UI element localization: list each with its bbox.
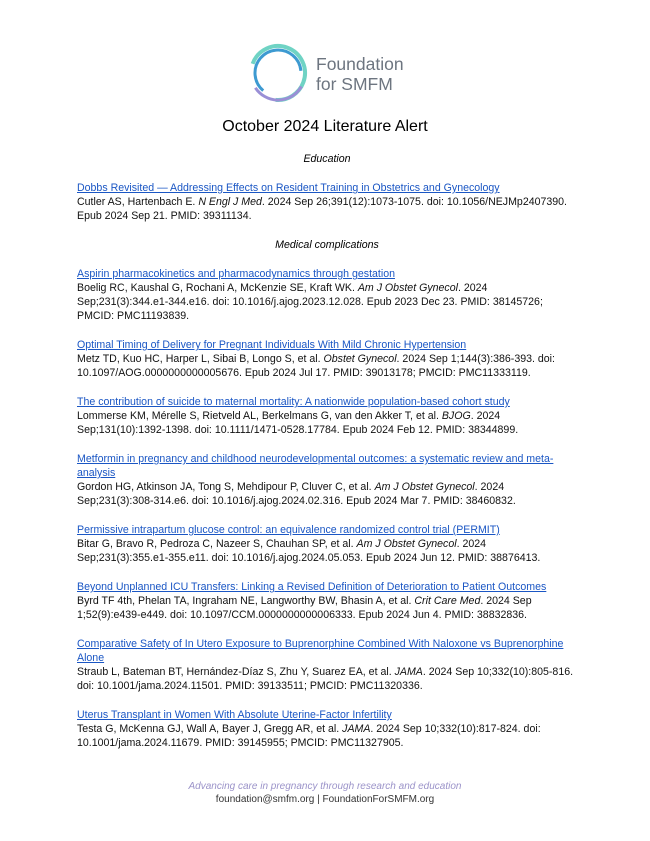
- article-title-link[interactable]: Dobbs Revisited — Addressing Effects on Resident Training in Obstetrics and Gynecology: [77, 182, 500, 194]
- article-entry: [77, 580, 577, 622]
- article-entry: [77, 181, 577, 223]
- article-entry: [77, 267, 577, 323]
- article-entry: [77, 395, 577, 437]
- logo-line-2: for SMFM: [316, 74, 393, 94]
- citation-authors: Metz TD, Kuo HC, Harper L, Sibai B, Longo S, et al.: [77, 353, 324, 365]
- article-title-link[interactable]: Comparative Safety of In Utero Exposure to Buprenorphine Combined With Naloxone vs Buprenorphine Alone: [77, 638, 564, 664]
- section-heading: Education: [303, 153, 351, 165]
- citation-journal: JAMA: [342, 723, 371, 735]
- article-title-link[interactable]: Beyond Unplanned ICU Transfers: Linking a Revised Definition of Deterioration to Patient Outcomes: [77, 581, 547, 593]
- article-citation: [77, 480, 577, 508]
- citation-details: . 2024 Sep 1;144(3):386-393. doi: 10.1097/AOG.0000000000005676. Epub 2024 Jul 17. PMID: 39013178; PMCID: PMC11333119.: [77, 353, 555, 379]
- article-title-link[interactable]: Permissive intrapartum glucose control: an equivalence randomized control trial (PERMIT): [77, 524, 500, 536]
- article-entry: [77, 523, 577, 565]
- logo-line-1: Foundation: [316, 54, 404, 74]
- citation-authors: Boelig RC, Kaushal G, Rochani A, McKenzie SE, Kraft WK.: [77, 282, 358, 294]
- article-entry: [77, 708, 577, 750]
- article-entry: [77, 452, 577, 508]
- footer-contact: foundation@smfm.org | FoundationForSMFM.org: [215, 794, 435, 805]
- citation-details: . 2024 Sep 26;391(12):1073-1075. doi: 10.1056/NEJMp2407390. Epub 2024 Sep 21. PMID: 39311134.: [77, 196, 568, 222]
- citation-journal: JAMA: [394, 666, 423, 678]
- citation-details: . 2024 Sep;231(3):355.e1-355.e11. doi: 10.1016/j.ajog.2024.05.053. Epub 2024 Jun 12. PMID: 38876413.: [77, 538, 541, 564]
- citation-details: . 2024 Sep 10;332(10):817-824. doi: 10.1001/jama.2024.11679. PMID: 39145955; PMCID: PMC11327905.: [77, 723, 541, 749]
- citation-journal: Am J Obstet Gynecol: [374, 481, 475, 493]
- citation-journal: BJOG: [441, 410, 471, 422]
- article-entry: [77, 338, 577, 380]
- article-title-link[interactable]: Optimal Timing of Delivery for Pregnant Individuals With Mild Chronic Hypertension: [77, 339, 467, 351]
- citation-authors: Straub L, Bateman BT, Hernández-Díaz S, Zhu Y, Suarez EA, et al.: [77, 666, 395, 678]
- article-citation: [77, 537, 577, 565]
- citation-details: . 2024 Sep;231(3):308-314.e6. doi: 10.1016/j.ajog.2024.02.316. Epub 2024 Mar 7. PMID: 38460832.: [77, 481, 516, 507]
- article-citation: [77, 281, 577, 323]
- page-footer: [0, 780, 650, 806]
- section-heading: Medical complications: [275, 239, 379, 251]
- logo-ring-icon: [243, 38, 313, 108]
- article-title-link[interactable]: Uterus Transplant in Women With Absolute Uterine-Factor Infertility: [77, 709, 392, 721]
- citation-journal: Crit Care Med: [414, 595, 481, 607]
- citation-journal: Am J Obstet Gynecol: [357, 282, 458, 294]
- citation-journal: Am J Obstet Gynecol: [356, 538, 457, 550]
- logo-wordmark: [316, 54, 404, 94]
- article-citation: [77, 665, 577, 693]
- citation-authors: Bitar G, Bravo R, Pedroza C, Nazeer S, Chauhan SP, et al.: [77, 538, 357, 550]
- article-entry: [77, 637, 577, 693]
- article-title-link[interactable]: Metformin in pregnancy and childhood neurodevelopmental outcomes: a systematic review and meta-analysis: [77, 453, 554, 479]
- citation-details: . 2024 Sep;131(10):1392-1398. doi: 10.1111/1471-0528.17784. Epub 2024 Feb 12. PMID: 38344899.: [77, 410, 519, 436]
- article-citation: [77, 195, 577, 223]
- citation-details: . 2024 Sep 1;52(9):e439-e449. doi: 10.1097/CCM.0000000000006333. Epub 2024 Jun 4. PMID: 38832836.: [77, 595, 532, 621]
- article-citation: [77, 722, 577, 750]
- article-title-link[interactable]: Aspirin pharmacokinetics and pharmacodynamics through gestation: [77, 268, 395, 280]
- article-citation: [77, 352, 577, 380]
- citation-authors: Cutler AS, Hartenbach E.: [77, 196, 199, 208]
- page-title: October 2024 Literature Alert: [222, 118, 428, 135]
- citation-journal: N Engl J Med: [198, 196, 262, 208]
- foundation-logo: [243, 38, 443, 108]
- citation-authors: Gordon HG, Atkinson JA, Tong S, Mehdipour P, Cluver C, et al.: [77, 481, 375, 493]
- article-citation: [77, 409, 577, 437]
- citation-details: . 2024 Sep;231(3):344.e1-344.e16. doi: 10.1016/j.ajog.2023.12.028. Epub 2023 Dec 23. PMID: 38145726; PMCID: PMC11193839.: [77, 282, 543, 322]
- citation-details: . 2024 Sep 10;332(10):805-816. doi: 10.1001/jama.2024.11501. PMID: 39133511; PMCID: PMC11320336.: [77, 666, 574, 692]
- literature-list: [77, 152, 577, 765]
- citation-authors: Testa G, McKenna GJ, Wall A, Bayer J, Gregg AR, et al.: [77, 723, 343, 735]
- article-citation: [77, 594, 577, 622]
- citation-journal: Obstet Gynecol: [323, 353, 397, 365]
- citation-authors: Lommerse KM, Mérelle S, Rietveld AL, Berkelmans G, van den Akker T, et al.: [77, 410, 442, 422]
- citation-authors: Byrd TF 4th, Phelan TA, Ingraham NE, Langworthy BW, Bhasin A, et al.: [77, 595, 415, 607]
- footer-tagline: Advancing care in pregnancy through research and education: [188, 781, 462, 792]
- article-title-link[interactable]: The contribution of suicide to maternal mortality: A nationwide population-based cohort study: [77, 396, 510, 408]
